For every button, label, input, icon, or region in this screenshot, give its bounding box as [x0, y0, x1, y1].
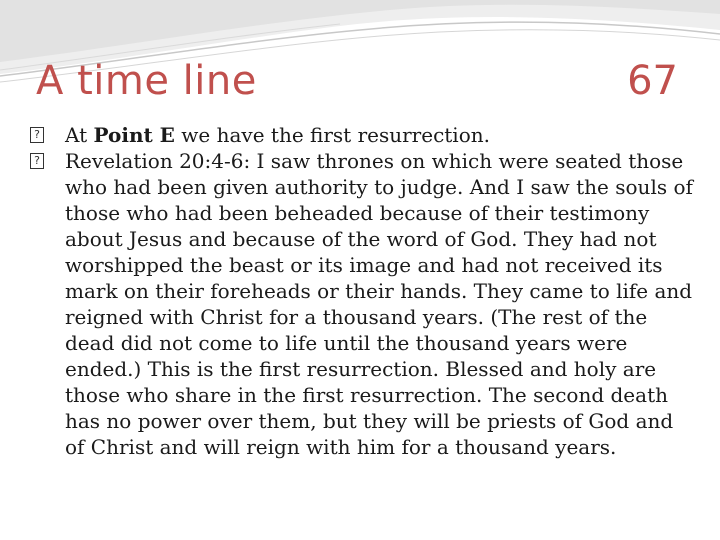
slide-number: 67 [627, 58, 678, 104]
bullet-text-lead: At [65, 123, 94, 147]
bullet-text-tail: we have the first resurrection. [174, 123, 490, 147]
bullet-item [28, 122, 696, 148]
slide-body [28, 122, 696, 460]
bullet-text: Revelation 20:4-6: I saw thrones on which were seated those who had been given authority to judge. And I saw the souls of those who had been beheaded because of their testimony about Jesus and because of the word of God. They had not worshipped the beast or its image and had not received its mark on their foreheads or their hands. They came to life and reigned with Christ for a thousand years. (The rest of the dead did not come to life until the thousand years were ended.) This is the first resurrection. Blessed and holy are those who share in the first resurrection. The second death has no power over them, but they will be priests of God and of Christ and will reign with him for a thousand years. [65, 149, 693, 459]
slide-title: A time line [36, 58, 257, 104]
missing-glyph-bullet-icon: ? [30, 127, 44, 143]
bullet-item [28, 148, 696, 460]
bullet-text-emphasis: Point E [93, 123, 175, 147]
missing-glyph-bullet-icon: ? [30, 153, 44, 169]
